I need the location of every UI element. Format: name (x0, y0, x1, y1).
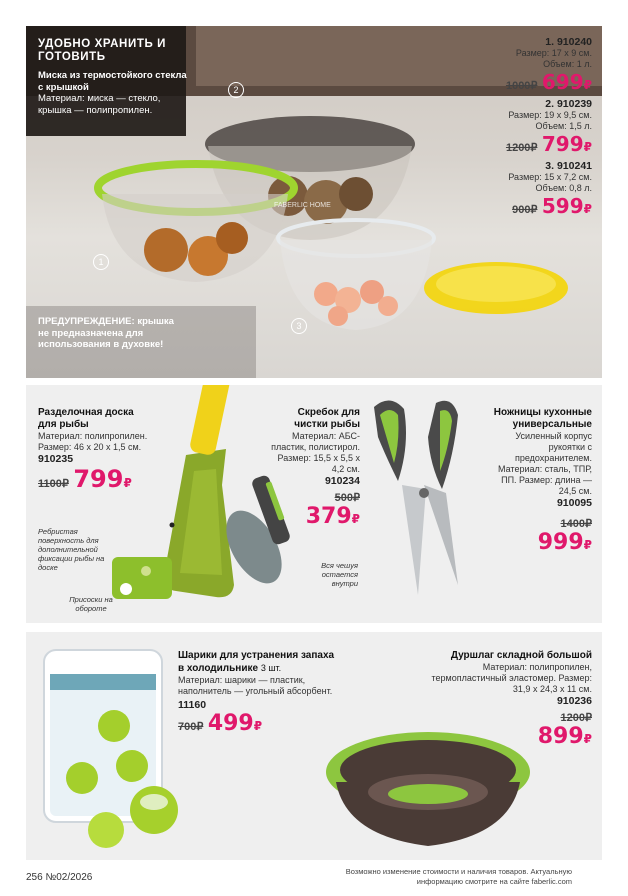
price: 379₽ (305, 504, 360, 529)
fridge-colander-section (26, 632, 602, 860)
bowl-item-3: 3. 910241 Размер: 15 х 7,2 см. Объем: 0,8 л. 900₽ 599₽ (508, 160, 592, 218)
pack-brand: faberlic (50, 658, 75, 665)
board-note-suction: Присоски на обороте (69, 595, 113, 613)
board-note-ribs: Ребристая поверхность для дополнительной фиксации рыбы на доске (38, 527, 105, 572)
price: 699₽ (541, 70, 592, 94)
board-info: Разделочная доска для рыбы Материал: полипропилен. Размер: 46 х 20 х 1,5 см. 910235 1100₽ 799₽ (38, 407, 148, 493)
price: 799₽ (541, 132, 592, 156)
section-title: УДОБНО ХРАНИТЬ И ГОТОВИТЬ (38, 38, 166, 63)
scraper-note: Вся чешуя остается внутри (321, 561, 358, 588)
scraper-info: Скребок для чистки рыбы Материал: АБС-пластик, полистирол. Размер: 15,5 х 5,5 х 4,2 см. 910234 500₽ 379₽ (264, 407, 360, 529)
price: 899₽ (537, 724, 592, 749)
scissors-info: Ножницы кухонные универсальные Усиленный корпус рукоятки с предохранителем. Материал: сталь, ТПР, ПП. Размер: длина — 24,5 см. 910095 1400₽ 999₽ (493, 407, 592, 555)
bowl-item-1: 1. 910240 Размер: 17 х 9 см. Объем: 1 л. 1000₽ 699₽ (505, 36, 592, 94)
balls-info: Шарики для устранения запаха в холодильнике 3 шт. Материал: шарики — пластик, наполнитель — угольный абсорбент. 11160 700₽ 499₽ (178, 650, 335, 736)
price: 599₽ (541, 194, 592, 218)
bowl-marker-3: 3 (291, 318, 307, 334)
bowl-item-2: 2. 910239 Размер: 19 х 9,5 см. Объем: 1,5 л. 1200₽ 799₽ (505, 98, 592, 156)
fish-tools-section (26, 385, 602, 623)
warning-text: ПРЕДУПРЕЖДЕНИЕ: крышка не предназначена для использования в духовке! (38, 316, 174, 350)
footer-note: Возможно изменение стоимости и наличия товаров. Актуальную информацию смотрите на сайте faberlic.com (345, 867, 572, 886)
bowl-marker-1: 1 (93, 254, 109, 270)
product-subtitle: Миска из термостойкого стекла с крышкой (38, 70, 187, 93)
product-material: Материал: миска — стекло, крышка — полипропилен. (38, 93, 161, 116)
price: 999₽ (537, 530, 592, 555)
brand-watermark: FABERLIC HOME (274, 202, 331, 209)
bowl-marker-2: 2 (228, 82, 244, 98)
colander-info: Дуршлаг складной большой Материал: полипропилен, термопластичный эластомер. Размер: 31,9 х 24,3 х 11 см. 910236 1200₽ 899₽ (422, 650, 592, 749)
price: 799₽ (73, 465, 132, 493)
page-number: 256 №02/2026 (26, 872, 93, 883)
bowls-section (26, 26, 602, 378)
price: 499₽ (207, 711, 263, 736)
